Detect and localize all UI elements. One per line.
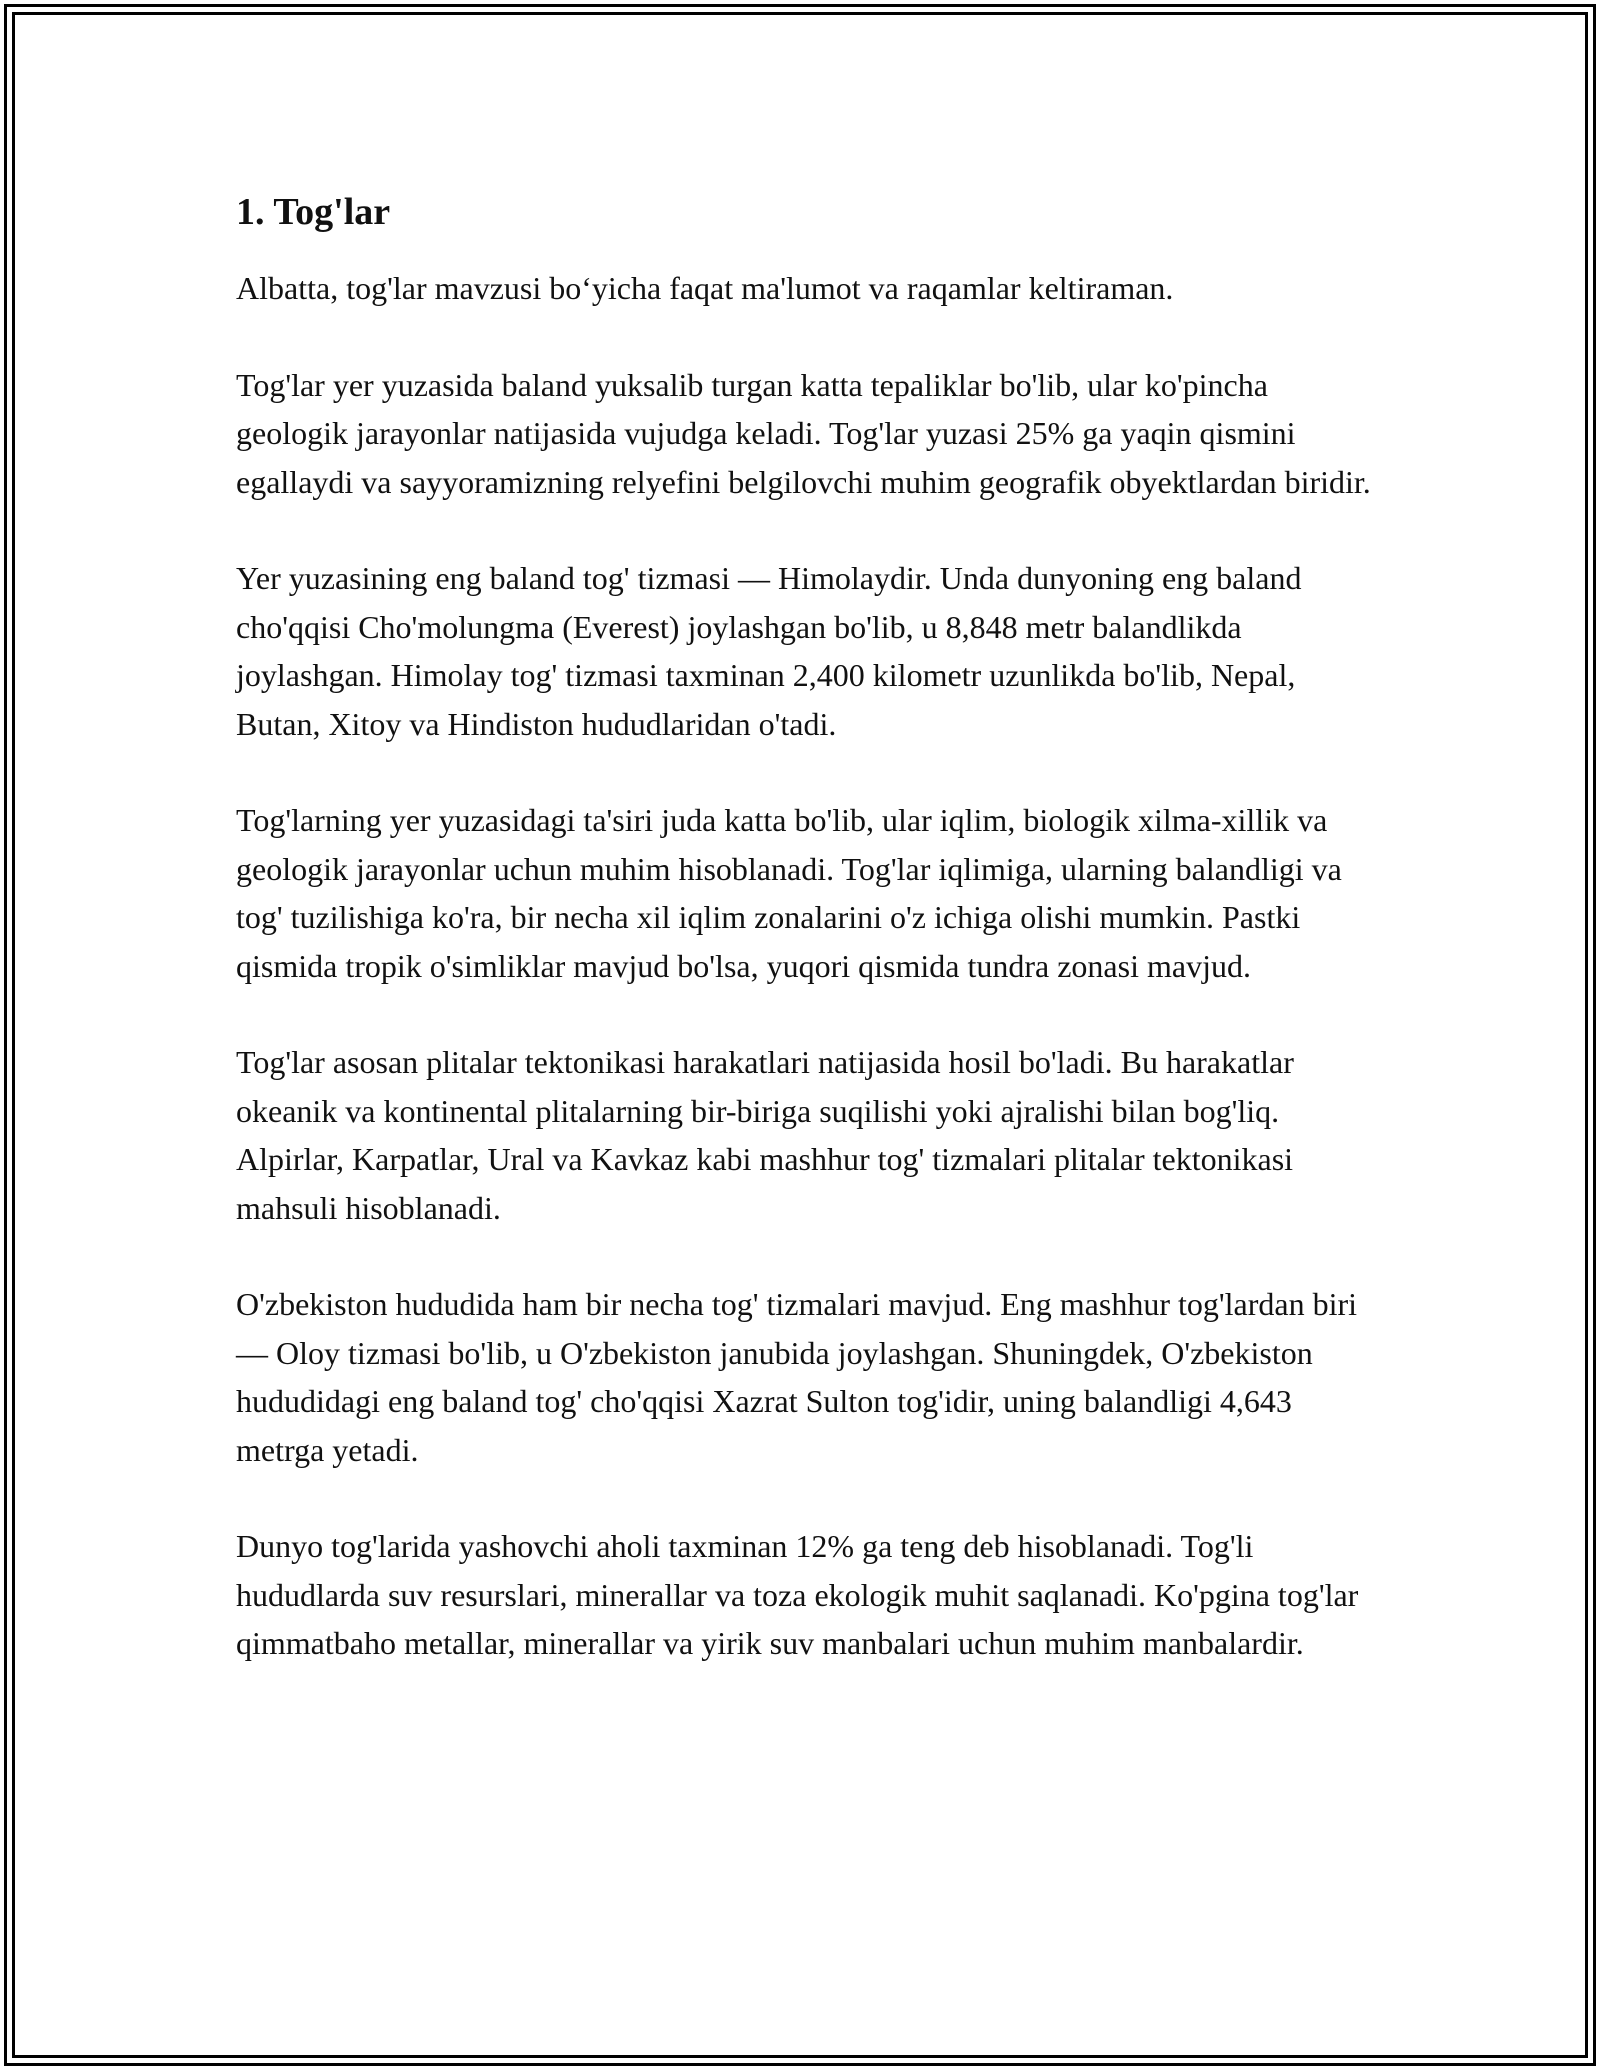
paragraph-tectonics: Tog'lar asosan plitalar tektonikasi harakatlari natijasida hosil bo'ladi. Bu harakatlar okeanik va kontinental plitalarning bir-biriga suqilishi yoki ajralishi bilan bog'liq. Alpirlar, Karpatlar, Ural va Kavkaz kabi mashhur tog' tizmalari plitalar tektonikasi mahsuli hisoblanadi. <box>236 1044 1294 1226</box>
paragraph-uzbekistan: O'zbekiston hududida ham bir necha tog' tizmalari mavjud. Eng mashhur tog'lardan biri — Oloy tizmasi bo'lib, u O'zbekiston janubida joylashgan. Shuningdek, O'zbekiston hududidagi eng baland tog' cho'qqisi Xazrat Sulton tog'idir, uning balandligi 4,643 metrga yetadi. <box>236 1286 1358 1468</box>
section-heading: 1. Tog'lar <box>236 191 391 233</box>
paragraph-population: Dunyo tog'larida yashovchi aholi taxminan 12% ga teng deb hisoblanadi. Tog'li hududlarda suv resurslari, minerallar va toza ekologik muhit saqlanadi. Ko'pgina tog'lar qimmatbaho metallar, minerallar va yirik suv manbalari uchun muhim manbalardir. <box>236 1528 1359 1661</box>
paragraph-climate: Tog'larning yer yuzasidagi ta'siri juda katta bo'lib, ular iqlim, biologik xilma-xillik va geologik jarayonlar uchun muhim hisoblanadi. Tog'lar iqlimiga, ularning balandligi va tog' tuzilishiga ko'ra, bir necha xil iqlim zonalarini o'z ichiga olishi mumkin. Pastki qismida tropik o'simliklar mavjud bo'lsa, yuqori qismida tundra zonasi mavjud. <box>236 802 1342 984</box>
paragraph-intro: Albatta, tog'lar mavzusi bo‘yicha faqat ma'lumot va raqamlar keltiraman. <box>236 270 1174 306</box>
paragraph-himalaya: Yer yuzasining eng baland tog' tizmasi — Himolaydir. Unda dunyoning eng baland cho'qqisi Cho'molungma (Everest) joylashgan bo'lib, u 8,848 metr balandlikda joylashgan. Himolay tog' tizmasi taxminan 2,400 kilometr uzunlikda bo'lib, Nepal, Butan, Xitoy va Hindiston hududlaridan o'tadi. <box>236 560 1302 742</box>
document-body <box>236 186 1376 1716</box>
paragraph-definition: Tog'lar yer yuzasida baland yuksalib turgan katta tepaliklar bo'lib, ular ko'pincha geologik jarayonlar natijasida vujudga keladi. Tog'lar yuzasi 25% ga yaqin qismini egallaydi va sayyoramizning relyefini belgilovchi muhim geografik obyektlardan biridir. <box>236 366 1371 500</box>
